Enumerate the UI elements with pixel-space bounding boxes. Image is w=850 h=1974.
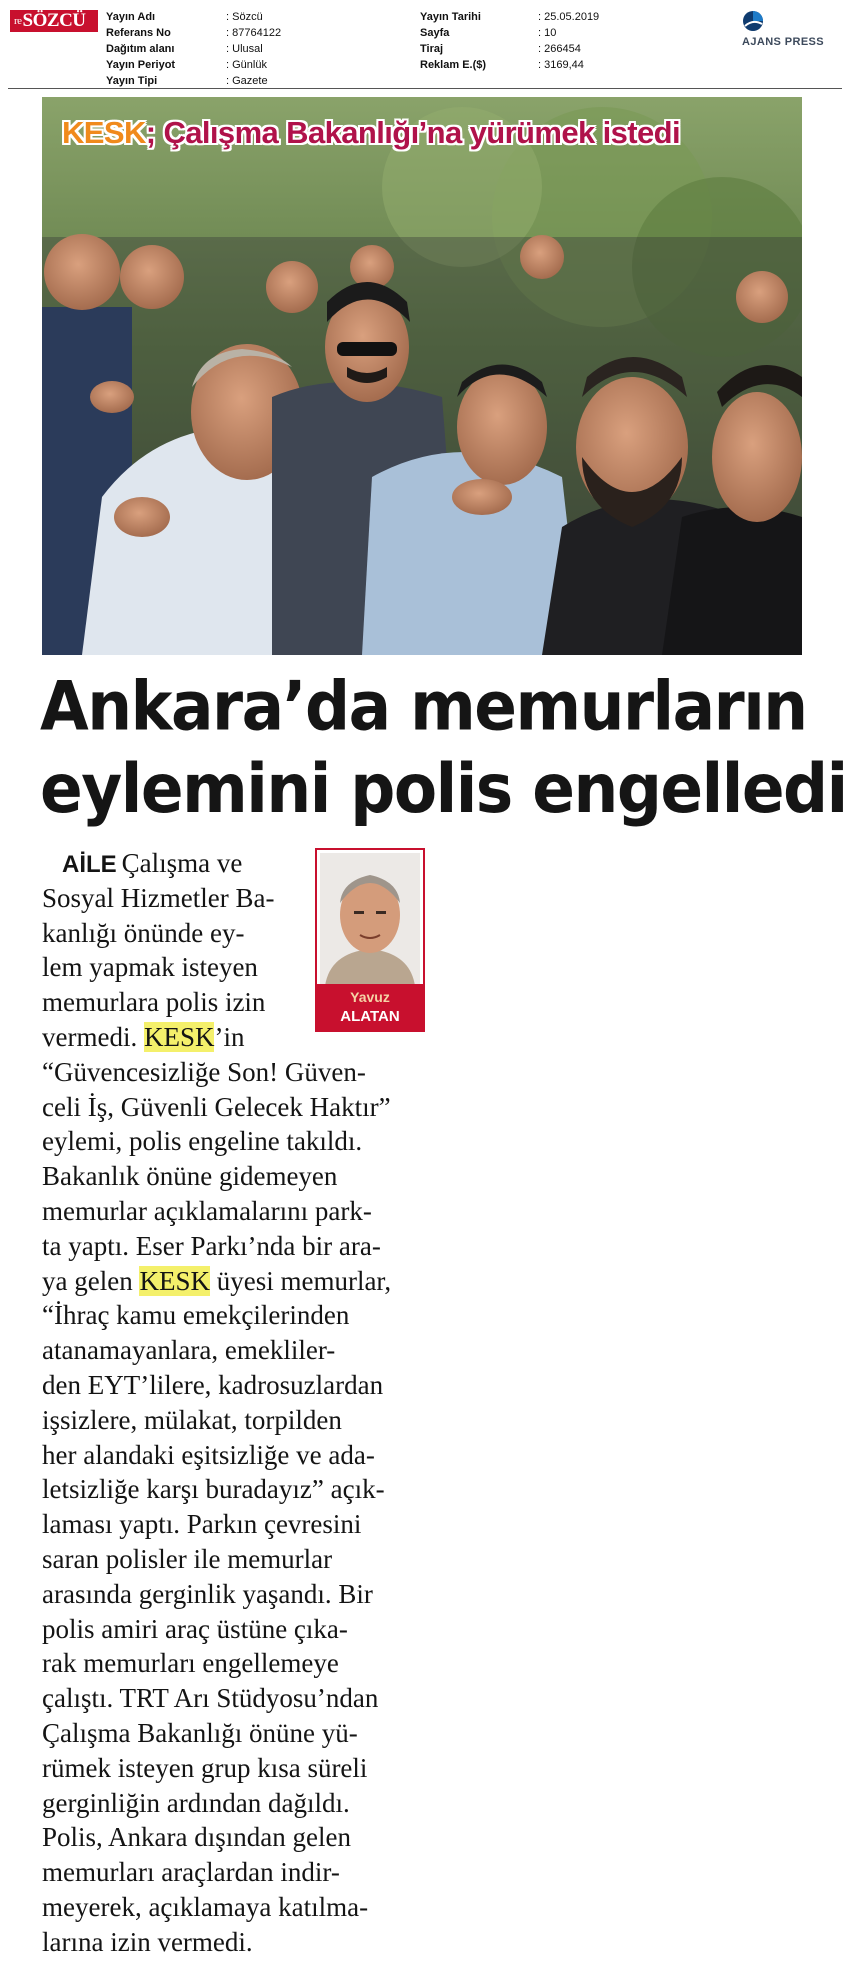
body-line [42, 1333, 391, 1368]
protest-crowd-image [42, 97, 802, 655]
meta-key: Yayın Tipi [106, 75, 158, 87]
body-text: vermedi. [42, 1021, 144, 1052]
meta-value: : Sözcü [226, 9, 263, 25]
body-text: memurlar açıklamalarını park- [42, 1195, 372, 1226]
meta-row [420, 57, 599, 73]
author-box [315, 848, 425, 1032]
meta-value: : Günlük [226, 57, 267, 73]
meta-key: Sayfa [420, 27, 450, 39]
news-photo [42, 97, 802, 655]
body-line [42, 1229, 391, 1264]
kicker-highlight: KESK [62, 115, 146, 150]
body-line [42, 1577, 391, 1612]
body-line [42, 1716, 391, 1751]
body-line [42, 1681, 391, 1716]
body-text: çalıştı. TRT Arı Stüdyosu’ndan [42, 1683, 379, 1714]
body-text: “İhraç kamu emekçilerinden [42, 1300, 350, 1331]
meta-key: Referans No [106, 27, 171, 39]
body-text: lem yapmak isteyen [42, 952, 258, 983]
meta-key: Dağıtım alanı [106, 43, 175, 55]
body-text: memurları araçlardan indir- [42, 1857, 340, 1888]
body-text: polis amiri araç üstüne çıka- [42, 1613, 348, 1644]
meta-row [106, 73, 281, 89]
body-text: Sosyal Hizmetler Ba- [42, 882, 275, 913]
body-text: celi İş, Güvenli Gelecek Haktır” [42, 1091, 391, 1122]
headline-line: eylemini polis engelledi [40, 749, 847, 828]
body-text: letsizliğe karşı buradayız” açık- [42, 1474, 385, 1505]
body-line [42, 1646, 391, 1681]
body-line [42, 1542, 391, 1577]
body-text: kanlığı önünde ey- [42, 917, 245, 948]
meta-row [420, 9, 599, 25]
body-text: Çalışma Bakanlığı önüne yü- [42, 1717, 358, 1748]
body-text: her alandaki eşitsizliğe ve ada- [42, 1439, 375, 1470]
body-line [42, 1298, 391, 1333]
body-line [42, 1124, 391, 1159]
body-line [42, 1368, 391, 1403]
body-text: eylemi, polis engeline takıldı. [42, 1126, 363, 1157]
header-divider [8, 88, 842, 89]
author-photo [320, 853, 420, 986]
agency-logo [740, 10, 840, 50]
publication-meta-right [420, 9, 599, 73]
ajans-press-icon [742, 10, 764, 32]
body-text: arasında gerginlik yaşandı. Bir [42, 1578, 373, 1609]
meta-key: Reklam E.($) [420, 59, 487, 71]
body-line [42, 1055, 391, 1090]
body-line [42, 1820, 391, 1855]
body-text: atanamayanlara, emekliler- [42, 1335, 336, 1366]
body-line [42, 1264, 391, 1299]
clipping-header [0, 0, 850, 90]
newspaper-logo: reSÖZCÜ [10, 10, 98, 32]
body-line [42, 1438, 391, 1473]
body-line [42, 1194, 391, 1229]
body-text: işsizlere, mülakat, torpilden [42, 1404, 342, 1435]
meta-key: Yayın Periyot [106, 59, 176, 71]
body-text: Polis, Ankara dışından gelen [42, 1822, 351, 1853]
headline-line: Ankara’da memurların [40, 667, 807, 746]
meta-value: : 87764122 [226, 25, 281, 41]
body-line [42, 1925, 391, 1960]
body-line [42, 1786, 391, 1821]
meta-row [106, 9, 281, 25]
body-text: ya gelen [42, 1265, 140, 1296]
author-name: Yavuz ALATAN [317, 984, 423, 1030]
body-text: larına izin vermedi. [42, 1926, 253, 1957]
meta-row [420, 41, 599, 57]
agency-name: AJANS PRESS [742, 36, 825, 48]
body-text: Çalışma ve [121, 848, 243, 878]
body-line [42, 1159, 391, 1194]
author-portrait-image [320, 853, 420, 986]
meta-row [106, 57, 281, 73]
body-text: laması yaptı. Parkın çevresini [42, 1509, 362, 1540]
meta-value: : 266454 [538, 41, 581, 57]
body-text: rak memurları engellemeye [42, 1648, 339, 1679]
highlighted-term: KESK [139, 1265, 210, 1296]
kicker-text: ; Çalışma Bakanlığı’na yürümek istedi [145, 115, 681, 150]
body-line [42, 1855, 391, 1890]
body-text: rümek isteyen grup kısa süreli [42, 1752, 368, 1783]
meta-row [106, 41, 281, 57]
body-line [42, 1090, 391, 1125]
body-text: saran polisler ile memurlar [42, 1543, 333, 1574]
body-text: meyerek, açıklamaya katılma- [42, 1891, 369, 1922]
publication-meta-left [106, 9, 281, 89]
body-line [42, 1472, 391, 1507]
body-line [42, 1612, 391, 1647]
meta-value: : Gazete [226, 73, 268, 89]
body-line [42, 1403, 391, 1438]
meta-key: Tiraj [420, 43, 444, 55]
meta-value: : Ulusal [226, 41, 263, 57]
body-line [42, 1507, 391, 1542]
lead-word: AİLE [62, 851, 117, 878]
meta-value: : 3169,44 [538, 57, 584, 73]
meta-row [106, 25, 281, 41]
body-text: ’in [214, 1021, 245, 1052]
body-text: ta yaptı. Eser Parkı’nda bir ara- [42, 1230, 381, 1261]
body-text: gerginliğin ardından dağıldı. [42, 1787, 350, 1818]
meta-key: Yayın Tarihi [420, 11, 481, 23]
meta-value: : 25.05.2019 [538, 9, 599, 25]
meta-row [420, 25, 599, 41]
photo-kicker [62, 111, 680, 155]
body-line [42, 1751, 391, 1786]
body-text: üyesi memurlar, [209, 1265, 392, 1296]
meta-value: : 10 [538, 25, 556, 41]
body-line [42, 1890, 391, 1925]
body-text: “Güvencesizliğe Son! Güven- [42, 1056, 366, 1087]
body-text: memurlara polis izin [42, 987, 266, 1018]
headline [40, 666, 847, 830]
body-text: den EYT’lilere, kadrosuzlardan [42, 1369, 384, 1400]
highlighted-term: KESK [143, 1021, 215, 1052]
body-text: Bakanlık önüne gidemeyen [42, 1161, 338, 1192]
meta-key: Yayın Adı [106, 11, 156, 23]
